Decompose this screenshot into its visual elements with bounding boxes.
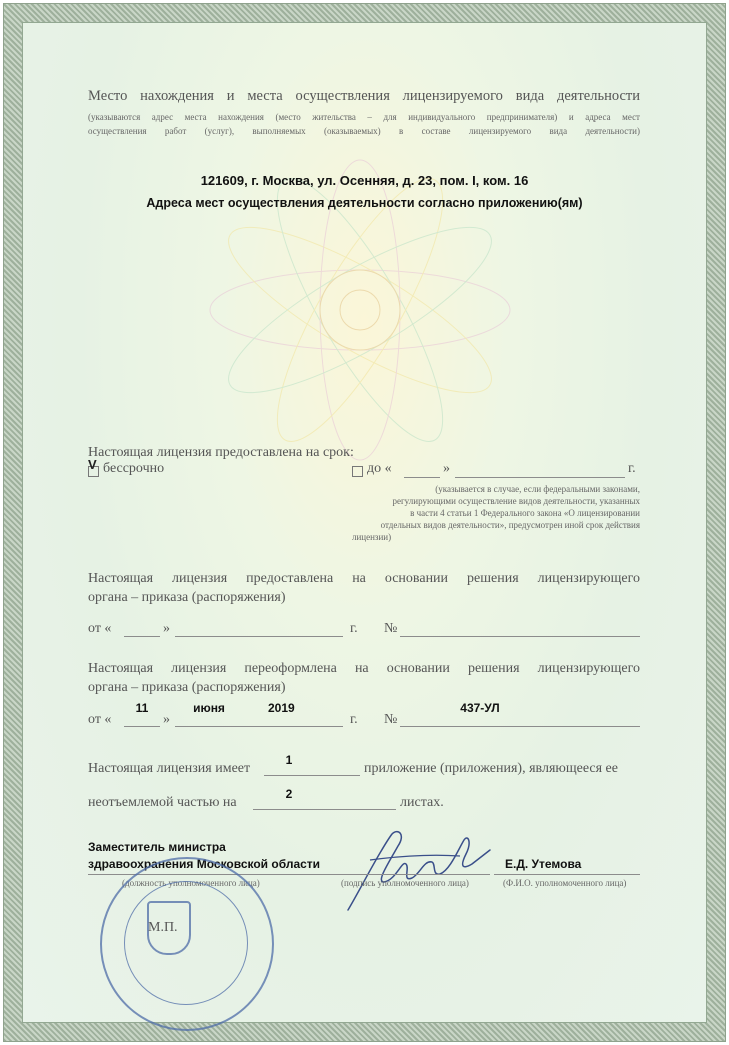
basis-number-label: № (384, 621, 398, 636)
handwritten-signature (340, 820, 500, 920)
basis-year-suffix: г. (350, 621, 358, 636)
appendix-sheets-line (253, 809, 396, 810)
reissue-year-suffix: г. (350, 712, 358, 727)
basis-from: от « (88, 621, 112, 636)
reissue-day-line (124, 726, 160, 727)
appendix-suffix: приложение (приложения), являющееся ее (364, 761, 618, 776)
basis-number-line (400, 636, 640, 637)
basis-day-line (124, 636, 160, 637)
basis-line-1: Настоящая лицензия предоставлена на основании решения лицензирующего (88, 571, 640, 586)
location-heading: Место нахождения и места осуществления лицензируемого вида деятельности (88, 88, 640, 104)
until-quote: » (443, 461, 450, 476)
reissue-month-line (175, 726, 343, 727)
name-line (494, 874, 640, 875)
check-mark: V (88, 457, 97, 472)
address-note: Адреса мест осуществления деятельности согласно приложению(ям) (146, 196, 583, 210)
option-until: до « (367, 461, 392, 476)
appendix-prefix: Настоящая лицензия имеет (88, 761, 251, 776)
term-note-5: лицензии) (352, 532, 392, 542)
location-hint-2: осуществления работ (услуг), выполняемых (оказываемых) в составе лицензируемого вида деятельности) (88, 126, 640, 136)
appendix-count: 1 (285, 753, 293, 767)
term-note-3: в части 4 статьи 1 Федерального закона «О лицензировании (410, 508, 640, 518)
reissue-year: 2019 (268, 701, 295, 715)
caption-signature: (подпись уполномоченного лица) (341, 878, 469, 888)
caption-position: (должность уполномоченного лица) (122, 878, 260, 888)
until-day-line (404, 477, 440, 478)
reissue-day: 11 (135, 701, 149, 715)
caption-name: (Ф.И.О. уполномоченного лица) (503, 878, 627, 888)
term-note-1: (указывается в случае, если федеральными законами, (435, 484, 640, 494)
basis-line-2: органа – приказа (распоряжения) (88, 590, 286, 605)
appendix-sheets: 2 (285, 787, 293, 801)
reissue-number-line (400, 726, 640, 727)
signature-line (340, 874, 490, 875)
appendix-line2-prefix: неотъемлемой частью на (88, 795, 237, 810)
appendix-count-line (264, 775, 360, 776)
appendix-line2-suffix: листах. (400, 795, 444, 810)
signer-name: Е.Д. Утемова (505, 857, 582, 871)
reissue-number-label: № (384, 712, 398, 727)
reissue-number: 437-УЛ (460, 701, 500, 715)
official-seal (100, 857, 274, 1031)
reissue-line-1: Настоящая лицензия переоформлена на основании решения лицензирующего (88, 661, 640, 676)
term-note-4: отдельных видов деятельности», предусмотрен иной срок действия (380, 520, 640, 530)
until-year-suffix: г. (628, 461, 636, 476)
term-note-2: регулирующими осуществление видов деятельности, указанных (392, 496, 640, 506)
reissue-from: от « (88, 712, 112, 727)
basis-month-line (175, 636, 343, 637)
address-main: 121609, г. Москва, ул. Осенняя, д. 23, пом. I, ком. 16 (200, 173, 529, 188)
reissue-month: июня (193, 701, 225, 715)
until-month-line (455, 477, 625, 478)
stamp-mp: М.П. (148, 920, 178, 935)
reissue-line-2: органа – приказа (распоряжения) (88, 680, 286, 695)
option-unlimited: бессрочно (103, 461, 165, 476)
reissue-quote: » (163, 712, 170, 727)
signer-position-1: Заместитель министра (88, 840, 226, 854)
location-hint-1: (указываются адрес места нахождения (место жительства – для индивидуального предпринимателя) и адреса мест (88, 112, 640, 122)
term-label: Настоящая лицензия предоставлена на срок: (88, 445, 354, 460)
until-checkbox (352, 466, 363, 477)
signer-position-2: здравоохранения Московской области (88, 857, 321, 871)
basis-quote: » (163, 621, 170, 636)
